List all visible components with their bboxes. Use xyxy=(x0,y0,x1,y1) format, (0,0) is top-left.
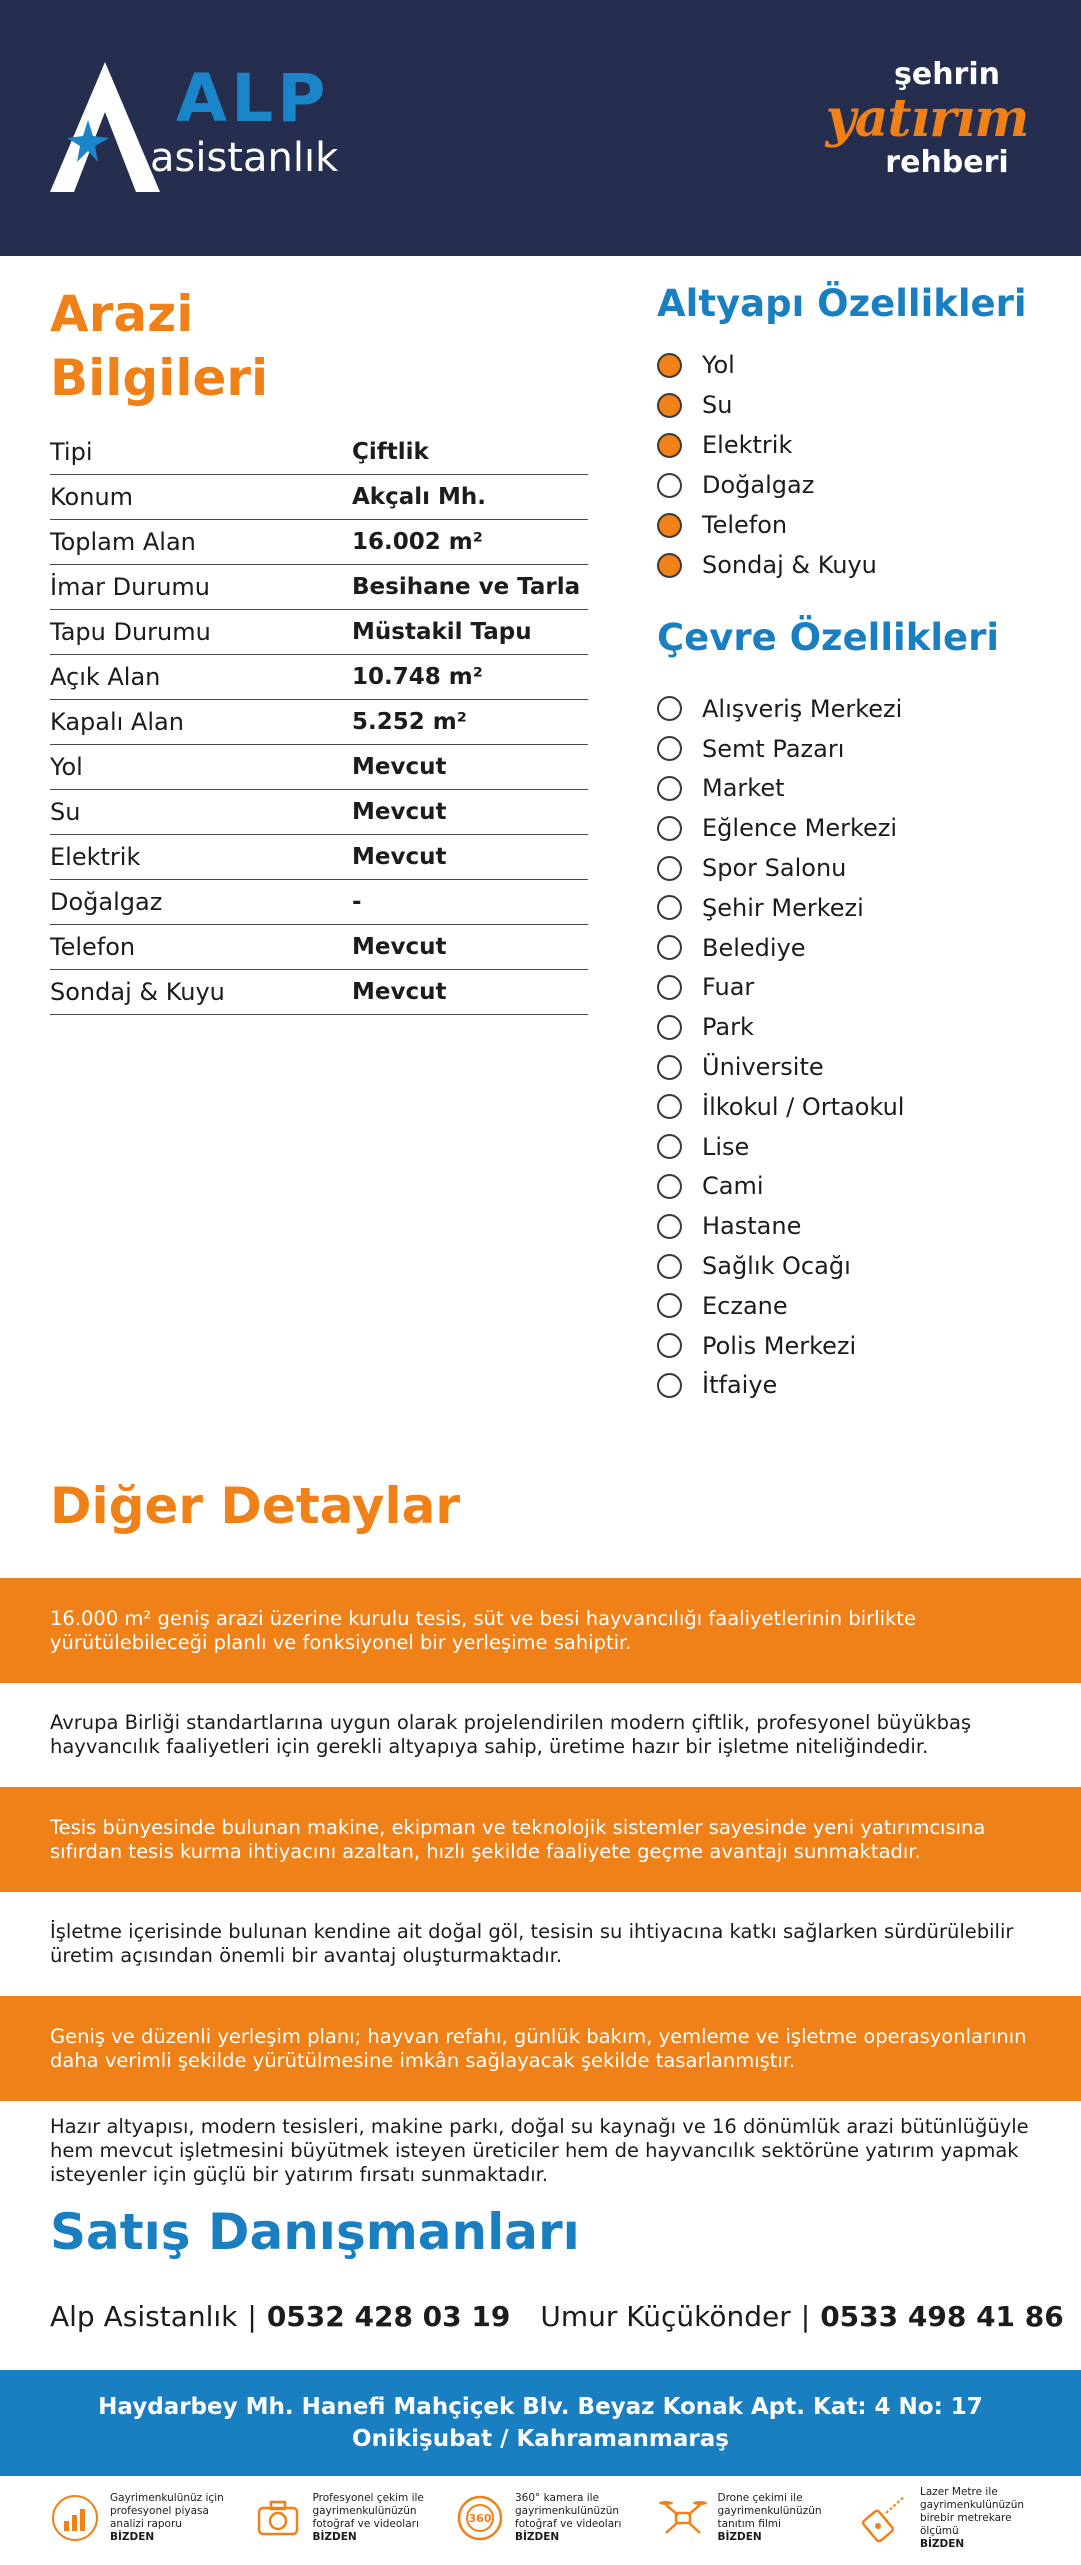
info-value: 16.002 m² xyxy=(352,529,483,555)
empty-dot-icon xyxy=(657,895,682,920)
info-value: Mevcut xyxy=(352,844,447,870)
environment-title: Çevre Özellikleri xyxy=(657,616,1000,659)
info-row xyxy=(50,565,588,610)
laser-meter-icon xyxy=(860,2493,910,2543)
check-item-label: Cami xyxy=(702,1172,764,1201)
empty-dot-icon xyxy=(657,696,682,721)
check-item xyxy=(657,1127,904,1167)
check-item-label: Lise xyxy=(702,1132,750,1161)
land-info-title-line1: Arazi xyxy=(50,285,194,343)
empty-dot-icon xyxy=(657,1293,682,1318)
check-item xyxy=(657,1167,904,1207)
slogan-top: şehrin xyxy=(894,57,1000,92)
detail-paragraph: Geniş ve düzenli yerleşim planı; hayvan refahı, günlük bakım, yemleme ve işletme operasyonlarının daha verimli şekilde yürütülmesine imkân sağlayacak şekilde tasarlanmıştır. xyxy=(0,1996,1081,2101)
check-item-label: Eğlence Merkezi xyxy=(702,814,898,843)
info-value: Müstakil Tapu xyxy=(352,619,532,645)
service-feature-description: Profesyonel çekim ile gayrimenkulünüzün fotoğraf ve videoları xyxy=(312,2492,424,2530)
info-row xyxy=(50,745,588,790)
info-row xyxy=(50,655,588,700)
check-item-label: Semt Pazarı xyxy=(702,734,845,763)
info-key: Yol xyxy=(50,753,83,781)
address-line2: Onikişubat / Kahramanmaraş xyxy=(352,2426,729,2452)
check-item-label: Şehir Merkezi xyxy=(702,893,864,922)
detail-paragraph: Avrupa Birliği standartlarına uygun olarak projelendirilen modern çiftlik, profesyonel büyükbaş hayvancılık faaliyetleri için gerekli altyapıya sahip, üretime hazır bir işletme niteliğindedir. xyxy=(0,1683,1081,1787)
check-item xyxy=(657,848,904,888)
contact-separator: | xyxy=(800,2300,811,2333)
info-value: Akçalı Mh. xyxy=(352,484,487,510)
info-row xyxy=(50,475,588,520)
empty-dot-icon xyxy=(657,1094,682,1119)
checked-dot-icon xyxy=(657,553,682,578)
info-key: İmar Durumu xyxy=(50,573,211,601)
empty-dot-icon xyxy=(657,1214,682,1239)
check-item xyxy=(657,1246,904,1286)
check-item xyxy=(657,928,904,968)
service-feature xyxy=(860,2485,1050,2550)
check-item xyxy=(657,1286,904,1326)
check-item xyxy=(657,545,877,585)
check-item xyxy=(657,385,877,425)
contact-entry xyxy=(50,2300,510,2333)
empty-dot-icon xyxy=(657,1134,682,1159)
info-row xyxy=(50,610,588,655)
info-key: Kapalı Alan xyxy=(50,708,184,736)
empty-dot-icon xyxy=(657,1373,682,1398)
check-item-label: Elektrik xyxy=(702,431,793,459)
detail-paragraph: 16.000 m² geniş arazi üzerine kurulu tesis, süt ve besi hayvancılığı faaliyetlerinin birlikte yürütülebileceği planlı ve fonksiyonel bir yerleşime sahiptir. xyxy=(0,1578,1081,1683)
check-item-label: Sondaj & Kuyu xyxy=(702,551,877,579)
check-item xyxy=(657,888,904,928)
check-item-label: Üniversite xyxy=(702,1053,824,1082)
info-row xyxy=(50,520,588,565)
check-item xyxy=(657,345,877,385)
check-item xyxy=(657,1206,904,1246)
info-key: Doğalgaz xyxy=(50,888,163,916)
service-feature-tag: BİZDEN xyxy=(312,2531,357,2543)
info-key: Tapu Durumu xyxy=(50,618,211,646)
empty-dot-icon xyxy=(657,1055,682,1080)
check-item xyxy=(657,808,904,848)
info-row xyxy=(50,790,588,835)
empty-dot-icon xyxy=(657,736,682,761)
environment-list xyxy=(657,689,904,1405)
service-feature xyxy=(50,2488,240,2548)
info-value: - xyxy=(352,889,362,915)
check-item xyxy=(657,1366,904,1406)
slogan-mid: yatırım xyxy=(825,88,1029,149)
check-item xyxy=(657,769,904,809)
service-feature-text xyxy=(313,2492,438,2544)
contact-name: Alp Asistanlık xyxy=(50,2300,238,2333)
info-value: Mevcut xyxy=(352,979,447,1005)
service-feature xyxy=(455,2488,645,2548)
info-row xyxy=(50,835,588,880)
service-feature-description: Lazer Metre ile gayrimenkulünüzün birebir metrekare ölçümü xyxy=(920,2485,1025,2537)
check-item-label: Telefon xyxy=(702,511,788,539)
check-item xyxy=(657,689,904,729)
camera-360-icon xyxy=(455,2493,505,2543)
slogan-bottom: rehberi xyxy=(885,145,1009,180)
info-value: Mevcut xyxy=(352,799,447,825)
info-value: 5.252 m² xyxy=(352,709,467,735)
service-feature xyxy=(658,2488,848,2548)
empty-dot-icon xyxy=(657,935,682,960)
info-value: Mevcut xyxy=(352,934,447,960)
checked-dot-icon xyxy=(657,353,682,378)
check-item-label: Yol xyxy=(702,351,735,379)
service-feature-tag: BİZDEN xyxy=(717,2531,762,2543)
info-value: 10.748 m² xyxy=(352,664,483,690)
logo-a-star-icon xyxy=(50,62,160,192)
checked-dot-icon xyxy=(657,513,682,538)
info-key: Su xyxy=(50,798,81,826)
sales-contacts xyxy=(50,2300,1064,2333)
check-item-label: İlkokul / Ortaokul xyxy=(702,1092,905,1121)
info-key: Elektrik xyxy=(50,843,141,871)
land-info-title xyxy=(50,282,350,410)
empty-dot-icon xyxy=(657,975,682,1000)
info-key: Sondaj & Kuyu xyxy=(50,978,225,1006)
service-feature-text xyxy=(920,2486,1045,2551)
check-item xyxy=(657,1007,904,1047)
check-item-label: Spor Salonu xyxy=(702,854,847,883)
info-key: Telefon xyxy=(50,933,136,961)
slogan xyxy=(817,58,1037,180)
logo-wordmark: ALP xyxy=(176,60,330,137)
address-bar xyxy=(0,2370,1081,2476)
info-row xyxy=(50,925,588,970)
empty-dot-icon xyxy=(657,1333,682,1358)
service-feature-tag: BİZDEN xyxy=(920,2537,965,2550)
contact-name: Umur Küçükönder xyxy=(540,2300,791,2333)
service-features xyxy=(50,2485,1050,2550)
info-row xyxy=(50,700,588,745)
empty-dot-icon xyxy=(657,1254,682,1279)
empty-dot-icon xyxy=(657,776,682,801)
address-line1: Haydarbey Mh. Hanefi Mahçiçek Blv. Beyaz Konak Apt. Kat: 4 No: 17 xyxy=(98,2394,983,2420)
detail-paragraph: İşletme içerisinde bulunan kendine ait doğal göl, tesisin su ihtiyacına katkı sağlarken sürdürülebilir üretim açısından önemli bir avantaj oluşturmaktadır. xyxy=(0,1892,1081,1996)
check-item-label: Belediye xyxy=(702,933,806,962)
service-feature xyxy=(253,2488,443,2548)
land-info-table xyxy=(50,430,588,1015)
service-feature-description: Drone çekimi ile gayrimenkulünüzün tanıtım filmi xyxy=(717,2492,822,2530)
check-item xyxy=(657,465,877,505)
contact-separator: | xyxy=(247,2300,257,2333)
check-item-label: Polis Merkezi xyxy=(702,1331,857,1360)
service-feature-tag: BİZDEN xyxy=(110,2531,155,2543)
check-item-label: İtfaiye xyxy=(702,1371,778,1400)
checked-dot-icon xyxy=(657,433,682,458)
info-value: Mevcut xyxy=(352,754,447,780)
contact-entry xyxy=(540,2300,1063,2333)
check-item-label: Alışveriş Merkezi xyxy=(702,694,903,723)
check-item xyxy=(657,968,904,1008)
camera-icon xyxy=(253,2493,303,2543)
check-item xyxy=(657,425,877,465)
detail-paragraph: Hazır altyapısı, modern tesisleri, makine parkı, doğal su kaynağı ve 16 dönümlük arazi bütünlüğüyle hem mevcut işletmesini büyütmek isteyen üreticiler hem de hayvancılık sektörüne yatırım yapmak isteyenler için güçlü bir yatırım fırsatı sunmaktadır. xyxy=(0,2101,1081,2200)
sales-title: Satış Danışmanları xyxy=(50,2203,580,2261)
check-item-label: Fuar xyxy=(702,973,755,1002)
brand-logo xyxy=(50,62,370,192)
empty-dot-icon xyxy=(657,1174,682,1199)
header-banner xyxy=(0,0,1081,256)
drone-icon xyxy=(658,2493,708,2543)
check-item-label: Su xyxy=(702,391,733,419)
check-item xyxy=(657,1087,904,1127)
check-item xyxy=(657,729,904,769)
contact-phone[interactable]: 0533 498 41 86 xyxy=(820,2300,1064,2333)
check-item-label: Park xyxy=(702,1013,754,1042)
empty-dot-icon xyxy=(657,856,682,881)
info-row xyxy=(50,880,588,925)
empty-dot-icon xyxy=(657,816,682,841)
info-value: Besihane ve Tarla xyxy=(352,574,581,600)
info-row xyxy=(50,430,588,475)
detail-paragraph: Tesis bünyesinde bulunan makine, ekipman ve teknolojik sistemler sayesinde yeni yatırımcısına sıfırdan tesis kurma ihtiyacını azaltan, hızlı şekilde faaliyete geçme avantajı sunmaktadır. xyxy=(0,1787,1081,1892)
contact-phone[interactable]: 0532 428 03 19 xyxy=(266,2300,511,2333)
service-feature-description: 360° kamera ile gayrimenkulünüzün fotoğraf ve videoları xyxy=(515,2492,622,2530)
info-value: Çiftlik xyxy=(352,439,429,465)
check-item-label: Market xyxy=(702,774,785,803)
service-feature-text xyxy=(515,2492,640,2544)
info-key: Konum xyxy=(50,483,134,511)
land-info-title-line2: Bilgileri xyxy=(50,349,269,407)
check-item-label: Doğalgaz xyxy=(702,471,815,499)
check-item xyxy=(657,1047,904,1087)
info-key: Toplam Alan xyxy=(50,528,196,556)
check-item-label: Hastane xyxy=(702,1212,802,1241)
svg-text:360: 360 xyxy=(468,2512,492,2525)
empty-dot-icon xyxy=(657,473,682,498)
empty-dot-icon xyxy=(657,1015,682,1040)
service-feature-tag: BİZDEN xyxy=(515,2531,560,2543)
infrastructure-list xyxy=(657,345,877,585)
infrastructure-title: Altyapı Özellikleri xyxy=(657,282,1027,325)
info-key: Açık Alan xyxy=(50,663,161,691)
service-feature-description: Gayrimenkulünüz için profesyonel piyasa analizi raporu xyxy=(110,2492,224,2530)
details-title: Diğer Detaylar xyxy=(50,1477,461,1535)
logo-subtitle: asistanlık xyxy=(150,135,339,181)
check-item xyxy=(657,505,877,545)
check-item-label: Sağlık Ocağı xyxy=(702,1252,851,1281)
report-chart-icon xyxy=(50,2493,100,2543)
info-row xyxy=(50,970,588,1015)
service-feature-text xyxy=(718,2492,843,2544)
service-feature-text xyxy=(110,2492,235,2544)
check-item-label: Eczane xyxy=(702,1291,788,1320)
info-key: Tipi xyxy=(50,438,93,466)
checked-dot-icon xyxy=(657,393,682,418)
check-item xyxy=(657,1326,904,1366)
